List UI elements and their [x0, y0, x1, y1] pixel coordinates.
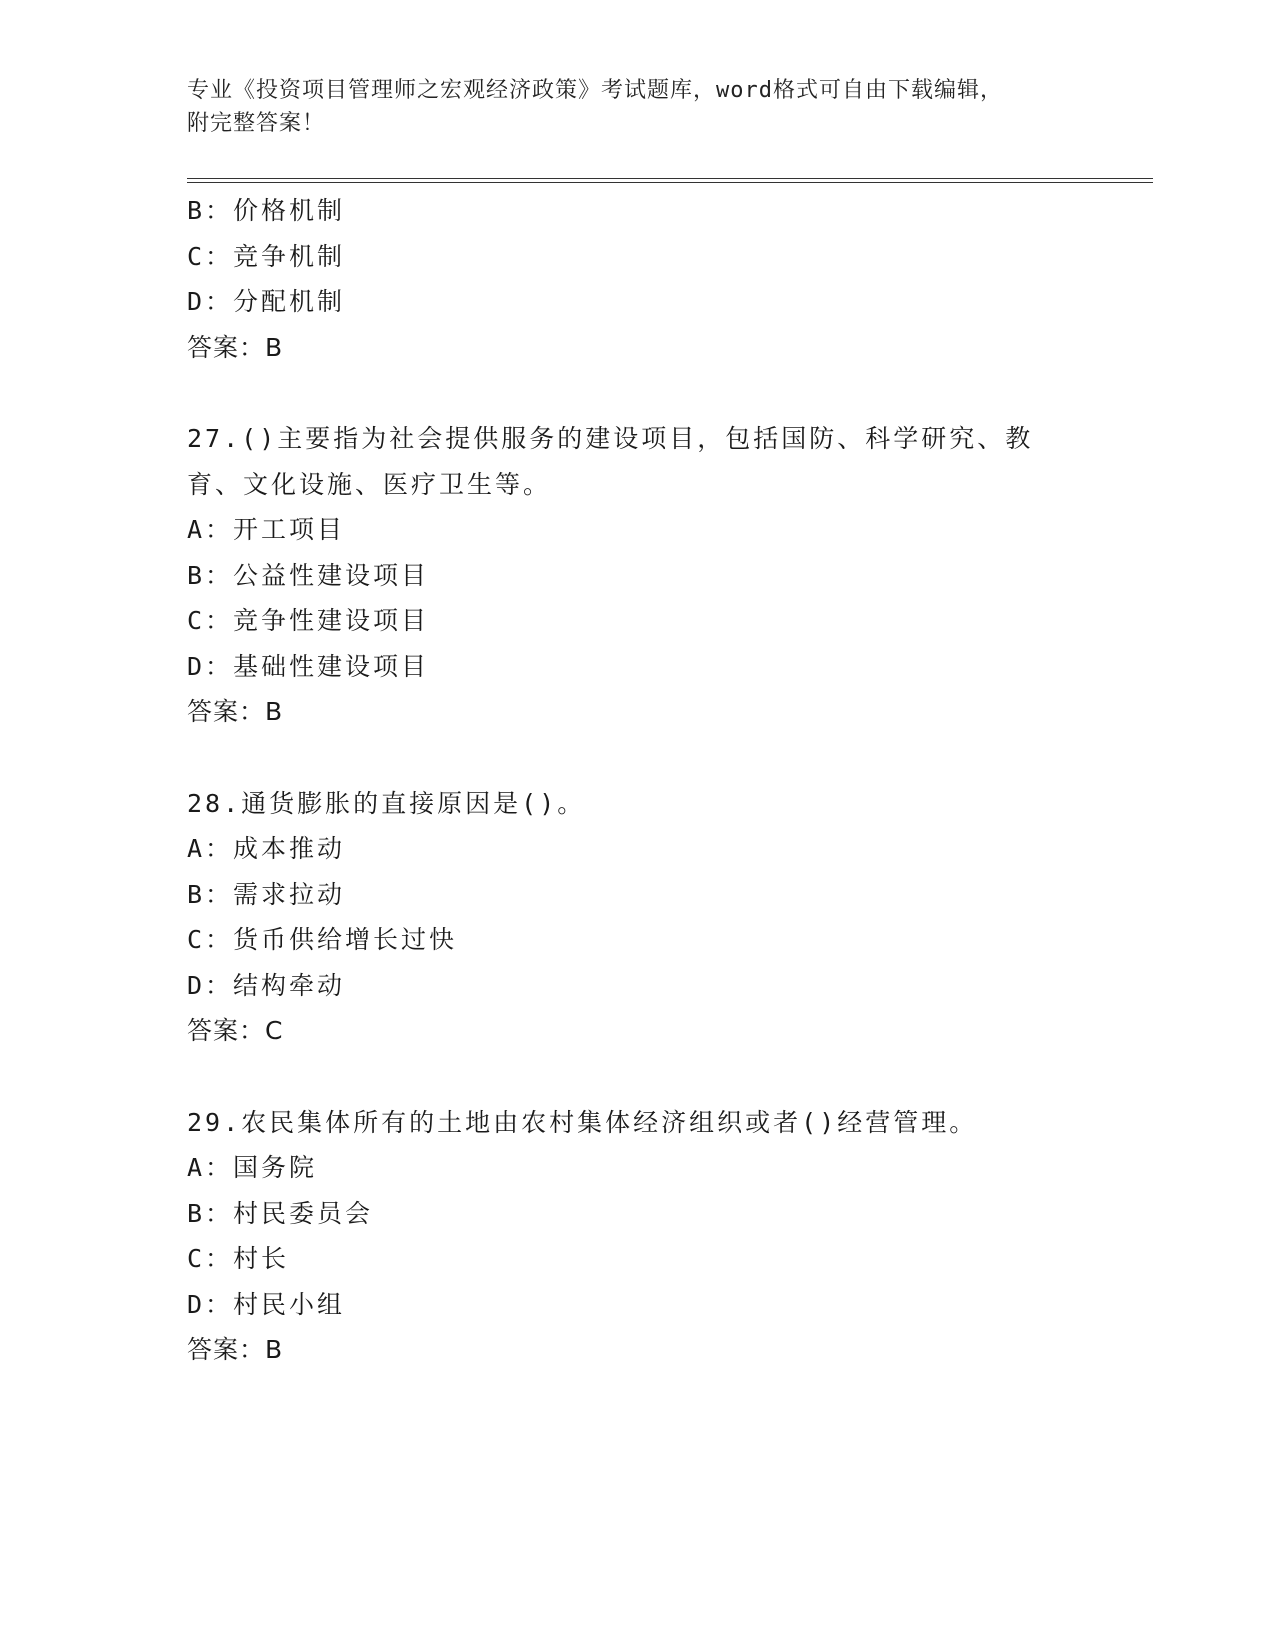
- option-d: D：基础性建设项目: [187, 651, 430, 681]
- spacer: [187, 370, 1087, 416]
- header-divider-bottom: [187, 182, 1153, 183]
- option-d: D：结构牵动: [187, 970, 346, 1000]
- option-c: C：竞争性建设项目: [187, 606, 430, 635]
- option-a: A：国务院: [187, 1153, 318, 1182]
- header-divider-top: [187, 178, 1153, 179]
- answer-line: 答案：C: [187, 1016, 284, 1045]
- option-d: D：村民小组: [187, 1289, 346, 1319]
- document-header: [187, 74, 1087, 140]
- option-b: B：需求拉动: [187, 879, 346, 909]
- question-28: [187, 781, 1087, 1054]
- answer-line: 答案：B: [187, 697, 284, 726]
- option-b: B：价格机制: [187, 196, 346, 225]
- question-text: 29.农民集体所有的土地由农村集体经济组织或者()经营管理。: [187, 1107, 978, 1137]
- question-text: 28.通货膨胀的直接原因是()。: [187, 788, 586, 818]
- option-c: C：村长: [187, 1244, 290, 1273]
- question-26-continued: [187, 188, 1087, 370]
- spacer: [187, 735, 1087, 781]
- question-27: [187, 416, 1087, 735]
- option-a: A：成本推动: [187, 834, 346, 863]
- header-line-1: 专业《投资项目管理师之宏观经济政策》考试题库，word格式可自由下载编辑，: [187, 78, 1003, 103]
- answer-line: 答案：B: [187, 332, 284, 362]
- option-d: D：分配机制: [187, 287, 346, 316]
- option-c: C：竞争机制: [187, 241, 346, 271]
- answer-line: 答案：B: [187, 1335, 284, 1364]
- option-b: B：公益性建设项目: [187, 560, 430, 590]
- option-a: A：开工项目: [187, 515, 346, 544]
- option-b: B：村民委员会: [187, 1198, 374, 1228]
- question-29: [187, 1100, 1087, 1373]
- spacer: [187, 1054, 1087, 1100]
- question-text: 27.()主要指为社会提供服务的建设项目，包括国防、科学研究、教育、文化设施、医疗卫生等。: [187, 424, 1034, 499]
- question-list: [187, 188, 1087, 1373]
- option-c: C：货币供给增长过快: [187, 925, 458, 954]
- header-line-2: 附完整答案！: [187, 111, 326, 136]
